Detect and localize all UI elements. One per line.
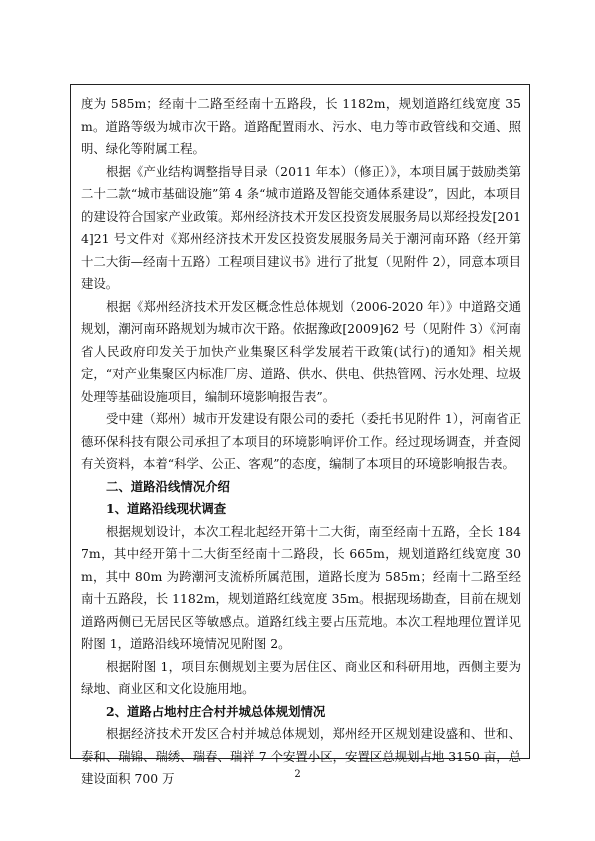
body-paragraph: 根据附图 1，项目东侧规划主要为居住区、商业区和科研用地，西侧主要为绿地、商业区和文化设施用地。: [81, 658, 521, 696]
body-paragraph: 度为 585m；经南十二路至经南十五路段，长 1182m，规划道路红线宽度 35m。道路等级为城市次干路。道路配置雨水、污水、电力等市政管线和交通、照明、绿化等附属工程。: [81, 96, 521, 156]
page-number: 2: [294, 769, 301, 780]
body-paragraph: 根据《郑州经济技术开发区概念性总体规划（2006-2020 年）》中道路交通规划，潮河南环路规划为城市次干路。依据豫政[2009]62 号（见附件 3）《河南省人民政府印发关于加快产业集聚区科学发展若干政策(试行)的通知》相关规定，“对产业集聚区内标准厂房、道路、供水、供电、供热管网、污水处理、垃圾处理等基础设施项目，编制环境影响报告表”。: [81, 298, 522, 404]
section-heading: 1、道路沿线现状调查: [106, 501, 227, 516]
body-paragraph: 受中建（郑州）城市开发建设有限公司的委托（委托书见附件 1），河南省正德环保科技有限公司承担了本项目的环境影响评价工作。经过现场调查，并查阅有关资料，本着“科学、公正、客观”的态度，编制了本项目的环境影响报告表。: [81, 411, 521, 471]
section-heading: 二、道路沿线情况介绍: [106, 478, 230, 494]
document-body: [81, 93, 521, 791]
section-heading: 2、道路占地村庄合村并城总体规划情况: [106, 703, 326, 719]
content-frame: [70, 84, 530, 786]
body-paragraph: 根据规划设计，本次工程北起经开第十二大街，南至经南十五路，全长 1847m，其中经开第十二大街至经南十二路段，长 665m，规划道路红线宽度 30m，其中 80m 为跨潮河支流桥所属范围，道路长度为 585m；经南十二路至经南十五路段，长 1182m，规划道路红线宽度 35m。根据现场勘查，目前在规划道路两侧已无居民区等敏感点。道路红线主要占压荒地。本次工程地理位置详见附图 1，道路沿线环境情况见附图 2。: [81, 523, 521, 651]
body-paragraph: 根据经济技术开发区合村并城总体规划，郑州经开区规划建设盛和、世和、泰和、瑞锦、瑞绣、瑞春、瑞祥 7 个安置小区，安置区总规划占地 3150 亩，总建设面积 700 万: [81, 726, 521, 786]
body-paragraph: 根据《产业结构调整指导目录（2011 年本）（修正）》，本项目属于鼓励类第二十二款“城市基础设施”第 4 条“城市道路及智能交通体系建设”，因此，本项目的建设符合国家产业政策。郑州经济技术开发区投资发展服务局以郑经投发[2014]21 号文件对《郑州经济技术开发区投资发展服务局关于潮河南环路（经开第十二大街—经南十五路）工程项目建议书》进行了批复（见附件 2），同意本项目建设。: [81, 163, 521, 291]
